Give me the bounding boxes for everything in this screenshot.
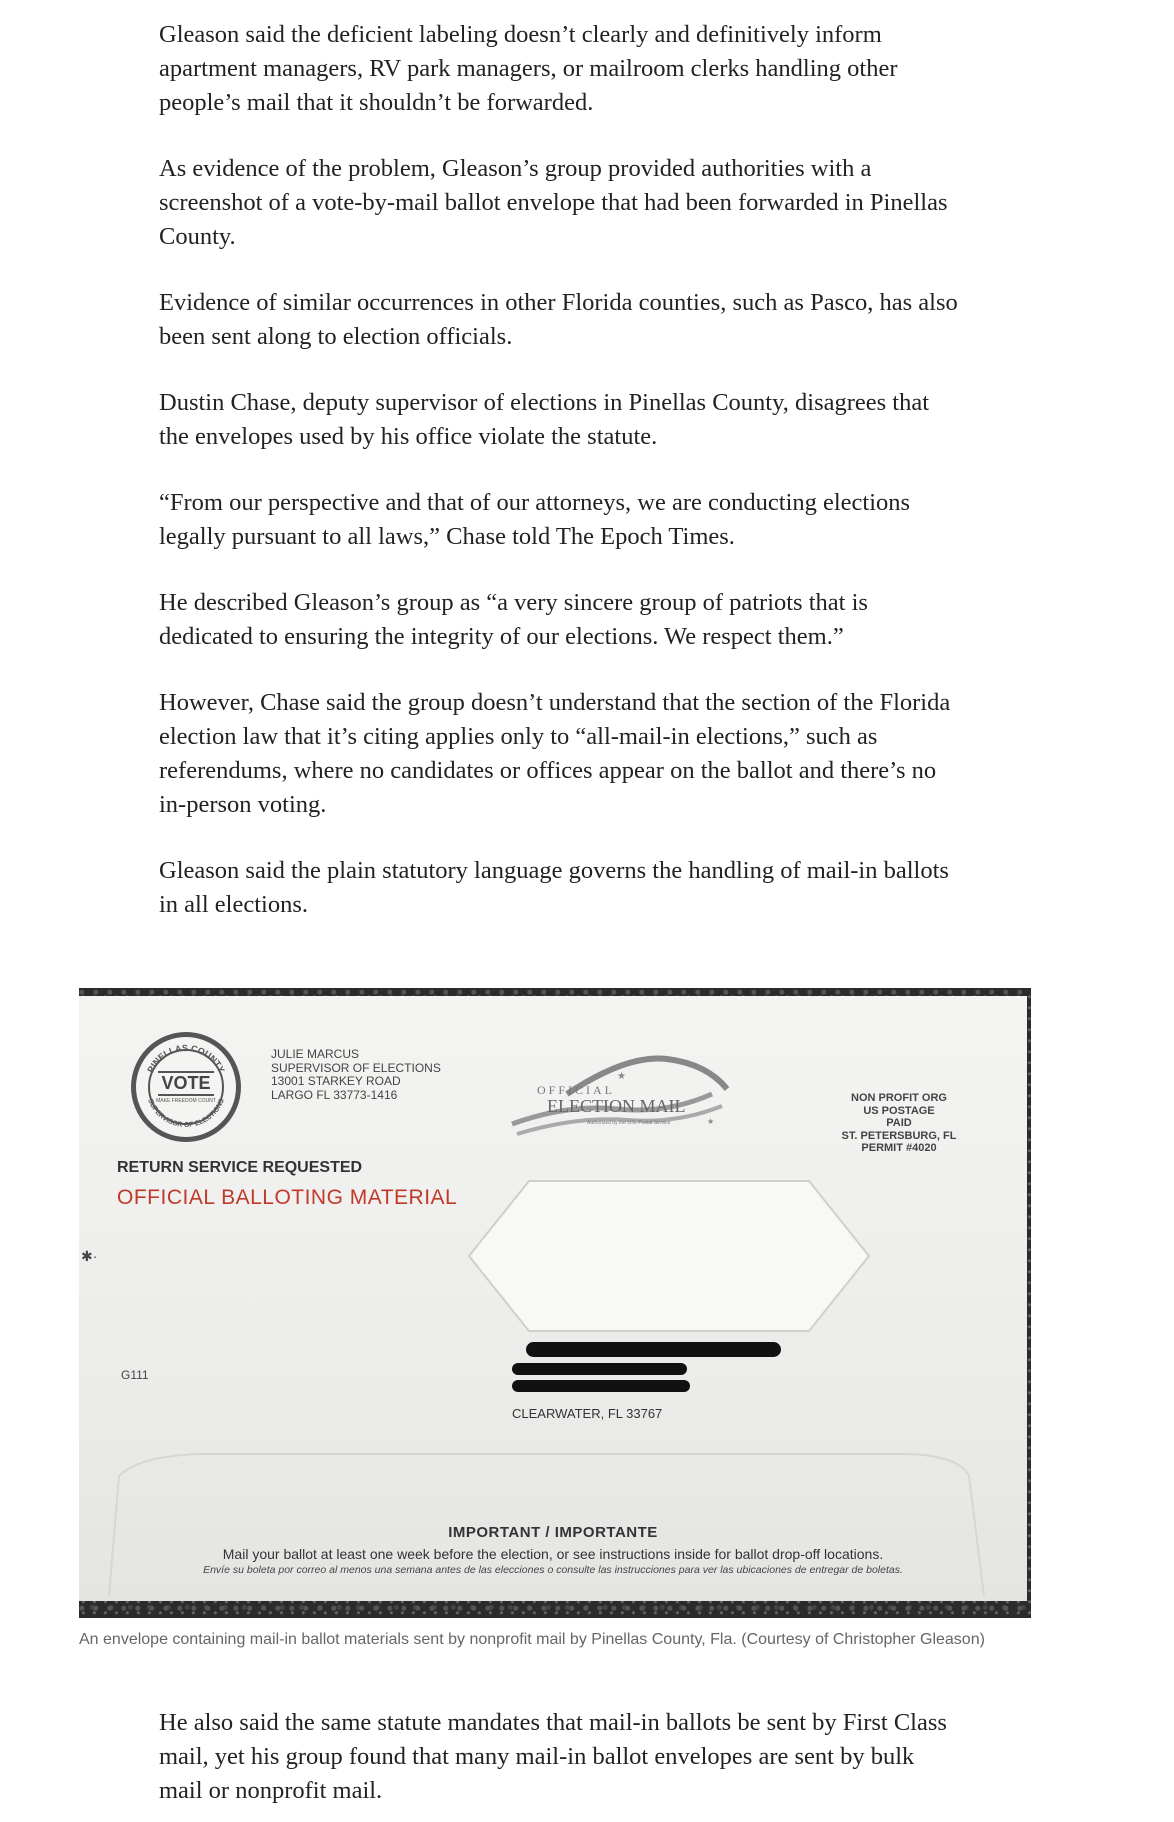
seal-sub-text: MAKE FREEDOM COUNT: [156, 1097, 216, 1104]
paragraph: He also said the same statute mandates that mail-in ballots be sent by First Class mail, yet his group found that many mail-in ballot envelopes are sent by bulk mail or nonprofit mail.: [159, 1709, 947, 1804]
svg-text:OFFICIAL: OFFICIAL: [537, 1083, 616, 1097]
address-window: [459, 1176, 879, 1336]
delivery-city: CLEARWATER, FL 33767: [512, 1406, 663, 1421]
paragraph: “From our perspective and that of our attorneys, we are conducting elections legally pursuant to all laws,” Chase told The Epoch Times.: [159, 489, 911, 550]
ballot-envelope: [79, 996, 1027, 1601]
return-address-line: JULIE MARCUS: [271, 1047, 360, 1061]
seal-center: [148, 1049, 224, 1125]
paragraph: However, Chase said the group doesn’t understand that the section of the Florida election law that it’s citing applies only to “all-mail-in elections,” such as referendums, where no candidates or offices appear on the ballot and there’s no in-person voting.: [159, 689, 951, 818]
paragraph: As evidence of the problem, Gleason’s group provided authorities with a screenshot of a vote-by-mail ballot envelope that had been forwarded in Pinellas County.: [159, 155, 948, 250]
seal-vote-text: VOTE: [158, 1071, 213, 1096]
paragraph: He described Gleason’s group as “a very sincere group of patriots that is dedicated to ensuring the integrity of our elections. We respect them.”: [159, 589, 868, 650]
paragraph: Gleason said the deficient labeling doesn’t clearly and definitively inform apartment managers, RV park managers, or mailroom clerks handling other people’s mail that it shouldn’t be forwarded.: [159, 21, 898, 116]
svg-text:★: ★: [617, 1071, 626, 1082]
article-figure: [79, 988, 1031, 1652]
return-service-label: RETURN SERVICE REQUESTED: [117, 1159, 363, 1176]
postage-line: US POSTAGE: [863, 1104, 935, 1117]
redaction-bar: [512, 1380, 690, 1392]
article-body: [159, 18, 959, 954]
return-address-line: LARGO FL 33773-1416: [271, 1087, 398, 1102]
return-address-line: 13001 STARKEY ROAD: [271, 1074, 401, 1088]
return-address: [271, 1048, 441, 1102]
return-address-line: SUPERVISOR OF ELECTIONS: [271, 1060, 441, 1075]
postage-line: ST. PETERSBURG, FL: [841, 1129, 957, 1142]
postage-line: PERMIT #4020: [861, 1142, 937, 1154]
instructions-spanish: Envíe su boleta por correo al menos una semana antes de las elecciones o consulte las instrucciones para ver las ubicaciones de entregar de boletas.: [203, 1564, 903, 1576]
postage-line: PAID: [886, 1117, 912, 1129]
route-code: G111: [121, 1368, 149, 1382]
svg-text:Authorized by the U.S. Postal: Authorized by the U.S. Postal Service: [587, 1120, 671, 1126]
figure-caption: An envelope containing mail-in ballot materials sent by nonprofit mail by Pinellas County, Fla. (Courtesy of Christopher Gleason): [79, 1631, 985, 1648]
envelope-photo[interactable]: [79, 988, 1031, 1618]
instructions-english: Mail your ballot at least one week before the election, or see instructions inside for ballot drop-off locations.: [222, 1546, 884, 1562]
redaction-bar: [526, 1342, 781, 1357]
postage-indicia: [819, 1092, 979, 1155]
postage-line: NON PROFIT ORG: [851, 1092, 947, 1104]
official-election-mail-logo: [507, 1054, 737, 1144]
svg-text:SUPERVISOR OF ELECTIONS: SUPERVISOR OF ELECTIONS: [146, 1097, 226, 1130]
paragraph: Evidence of similar occurrences in other Florida counties, such as Pasco, has also been sent along to election officials.: [159, 289, 958, 350]
important-heading: IMPORTANT / IMPORTANTE: [448, 1524, 658, 1541]
svg-text:★: ★: [707, 1117, 715, 1126]
svg-text:ELECTION MAIL: ELECTION MAIL: [547, 1096, 686, 1116]
official-material-label: OFFICIAL BALLOTING MATERIAL: [117, 1186, 458, 1209]
paragraph: Dustin Chase, deputy supervisor of elections in Pinellas County, disagrees that the envelopes used by his office violate the statute.: [159, 389, 930, 450]
smudge-mark: ✱·: [81, 1248, 98, 1264]
redaction-bar: [512, 1363, 687, 1375]
county-seal: [131, 1032, 241, 1142]
svg-text:PINELLAS COUNTY: PINELLAS COUNTY: [145, 1042, 227, 1075]
article-body-continued: [159, 1706, 959, 1808]
paragraph: Gleason said the plain statutory language governs the handling of mail-in ballots in all elections.: [159, 857, 949, 918]
